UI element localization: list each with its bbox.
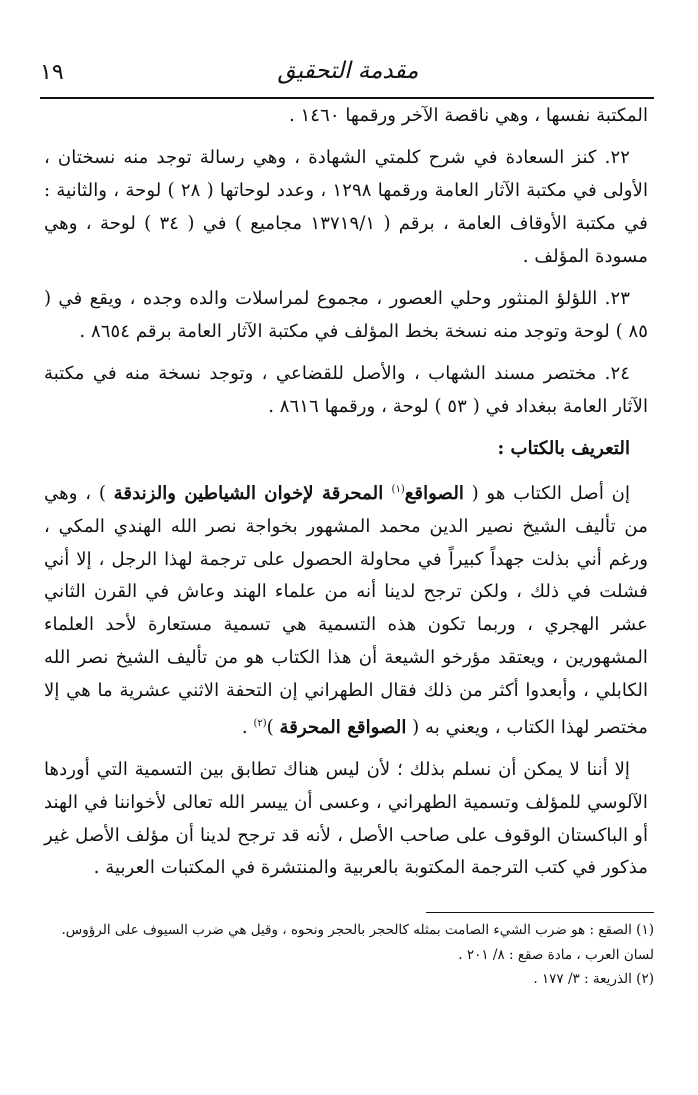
footnotes — [44, 918, 654, 992]
main-text — [44, 100, 648, 895]
paragraph-item-22: ٢٢. كنز السعادة في شرح كلمتي الشهادة ، وهي رسالة توجد منه نسختان ، الأولى في مكتبة الآثار العامة ورقمها ١٢٩٨ ، وعدد لوحاتها ( ٢٨ ) لوحة ، والثانية : في مكتبة الأوقاف العامة ، برقم ( ١٣٧١٩/١ مجاميع ) في ( ٣٤ ) لوحة ، وهي مسودة المؤلف . — [44, 147, 649, 267]
text-segment: ) — [266, 716, 280, 738]
page-header — [40, 52, 656, 96]
paragraph-item-24: ٢٤. مختصر مسند الشهاب ، والأصل للقضاعي ، وتوجد نسخة منه في مكتبة الآثار العامة ببغداد في ( ٥٣ ) لوحة ، ورقمها ٨٦١٦ . — [44, 363, 648, 417]
running-title: مقدمة التحقيق — [277, 58, 419, 84]
paragraph-conclusion: إلا أننا لا يمكن أن نسلم بذلك ؛ لأن ليس هناك تطابق بين التسمية التي أوردها الآلوسي للمؤلف وتسمية الطهراني ، وعسى أن ييسر الله تعالى لأخواننا في الهند أو الباكستان الوقوف على صاحب الأصل ، لأنه قد ترجح لدينا أن مؤلف الأصل غير مذكور في كتب الترجمة المكتوبة بالعربية والمنتشرة في المكتبات العربية . — [44, 758, 648, 879]
paragraph-book-origin — [44, 474, 648, 745]
book-title-short: الصواقع المحرقة — [279, 716, 407, 738]
text-segment: إن أصل الكتاب هو ( — [463, 483, 631, 505]
footnote-ref-2: (٢) — [253, 717, 267, 729]
paragraph-item-23: ٢٣. اللؤلؤ المنثور وحلي العصور ، مجموع لمراسلات والده وجده ، ويقع في ( ٨٥ ) لوحة وتوجد منه نسخة بخط المؤلف في مكتبة الآثار العامة برقم ٨٦٥٤ . — [44, 287, 648, 342]
book-title-rest: المحرقة لإخوان الشياطين والزندقة — [113, 483, 392, 505]
footnote-ref-1: (١) — [391, 483, 405, 495]
section-heading: التعريف بالكتاب : — [497, 438, 630, 460]
text-segment: . — [241, 716, 254, 738]
footnote-1: (١) الصقع : هو ضرب الشيء الصامت بمثله كالحجر بالحجر ونحوه ، وقيل هي ضرب السيوف على الرؤوس. — [61, 922, 654, 938]
book-title-part: الصواقع — [404, 483, 464, 505]
text-segment: ) ، وهي من تأليف الشيخ نصير الدين محمد المشهور بخواجة نصر الله الهندي المكي ، ورغم أني بذلت جهداً كبيراً في محاولة الحصول على ترجمة لهذا الرجل ، إلا أني فشلت في ذلك ، ولكن ترجح لدينا أنه من علماء الهند وعاش في القرن الثاني عشر الهجري ، وربما تكون هذه التسمية هي تسمية مستعارة لأحد العلماء المشهورين ، ويعتقد مؤرخو الشيعة أن هذا الكتاب هو من تأليف الشيخ نصر الله الكابلي ، وأبعدوا أكثر من ذلك فقال الطهراني إن التحفة الاثني عشرية ما هي إلا مختصر لهذا الكتاب ، ويعني به ( — [44, 483, 648, 738]
footnote-1-continued: لسان العرب ، مادة صقع : ٨/ ٢٠١ . — [458, 946, 654, 963]
paragraph-continued: المكتبة نفسها ، وهي ناقصة الآخر ورقمها ١٤٦٠ . — [288, 105, 648, 126]
header-divider — [40, 97, 654, 99]
page-number: ١٩ — [40, 60, 64, 85]
footnote-divider — [426, 912, 654, 913]
footnote-2: (٢) الذريعة : ٣/ ١٧٧ . — [533, 971, 654, 987]
